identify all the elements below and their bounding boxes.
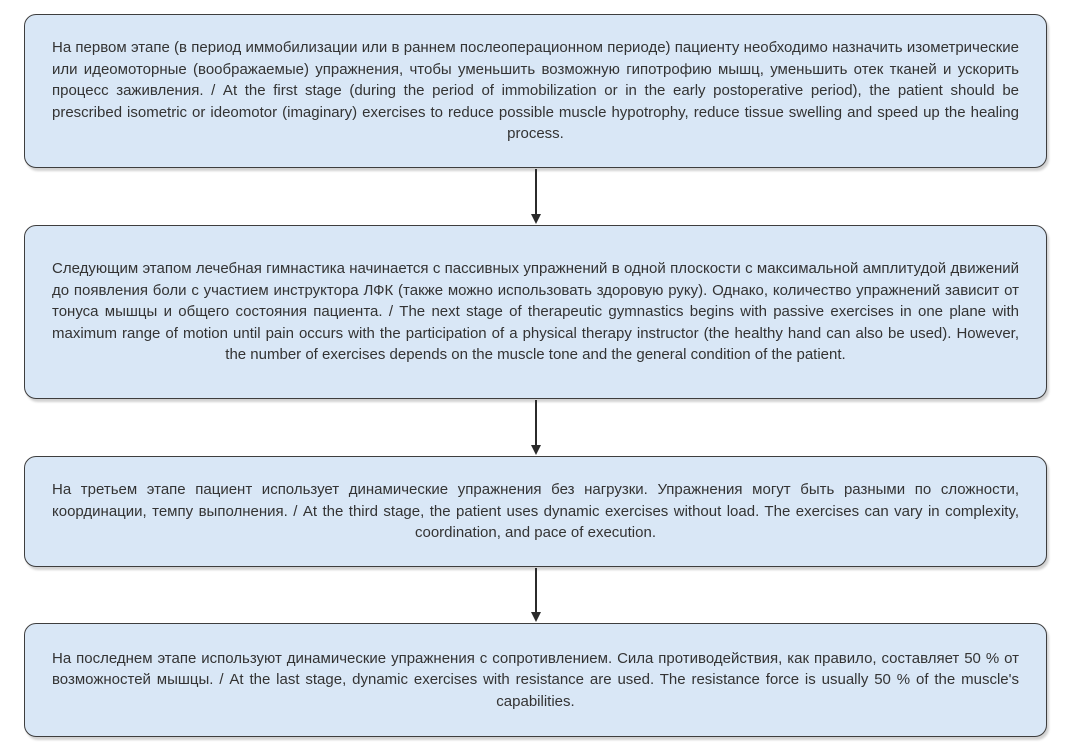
stage-3-text: На третьем этапе пациент использует динамические упражнения без нагрузки. Упражнения могут быть разными по сложности, координации, темпу выполнения. / At the third stage, the patient uses dynamic exercises without load. The exercises can vary in complexity, coordination, and pace of execution. bbox=[52, 481, 1019, 542]
stage-1-text: На первом этапе (в период иммобилизации или в раннем послеоперационном периоде) пациенту необходимо назначить изометрические или идеомоторные (воображаемые) упражнения, чтобы уменьшить возможную гипотрофию мышц, уменьшить отек тканей и ускорить процесс заживления. / At the first stage (during the period of immobilization or in the early postoperative period), the patient should be prescribed isometric or ideomotor (imaginary) exercises to reduce possible muscle hypotrophy, reduce tissue swelling and speed up the healing process. bbox=[52, 39, 1019, 143]
arrow-down-icon bbox=[531, 214, 541, 224]
flow-arrow-3-shaft bbox=[535, 568, 537, 613]
flow-arrow-2-shaft bbox=[535, 400, 537, 446]
flowchart-node-stage-2 bbox=[24, 225, 1047, 399]
flow-arrow-3 bbox=[531, 568, 541, 622]
flowchart-node-stage-1 bbox=[24, 14, 1047, 168]
flowchart-node-stage-3 bbox=[24, 456, 1047, 567]
flowchart-node-stage-4 bbox=[24, 623, 1047, 737]
flow-arrow-1-shaft bbox=[535, 169, 537, 215]
stage-4-text: На последнем этапе используют динамические упражнения с сопротивлением. Сила противодействия, как правило, составляет 50 % от возможностей мышцы. / At the last stage, dynamic exercises with resistance are used. The resistance force is usually 50 % of the muscle's capabilities. bbox=[52, 649, 1019, 710]
flow-arrow-2 bbox=[531, 400, 541, 455]
arrow-down-icon bbox=[531, 612, 541, 622]
flow-arrow-1 bbox=[531, 169, 541, 224]
arrow-down-icon bbox=[531, 445, 541, 455]
stage-2-text: Следующим этапом лечебная гимнастика начинается с пассивных упражнений в одной плоскости с максимальной амплитудой движений до появления боли с участием инструктора ЛФК (также можно использовать здоровую руку). Однако, количество упражнений зависит от тонуса мышцы и общего состояния пациента. / The next stage of therapeutic gymnastics begins with passive exercises in one plane with maximum range of motion until pain occurs with the participation of a physical therapy instructor (the healthy hand can also be used). However, the number of exercises depends on the muscle tone and the general condition of the patient. bbox=[52, 260, 1019, 364]
